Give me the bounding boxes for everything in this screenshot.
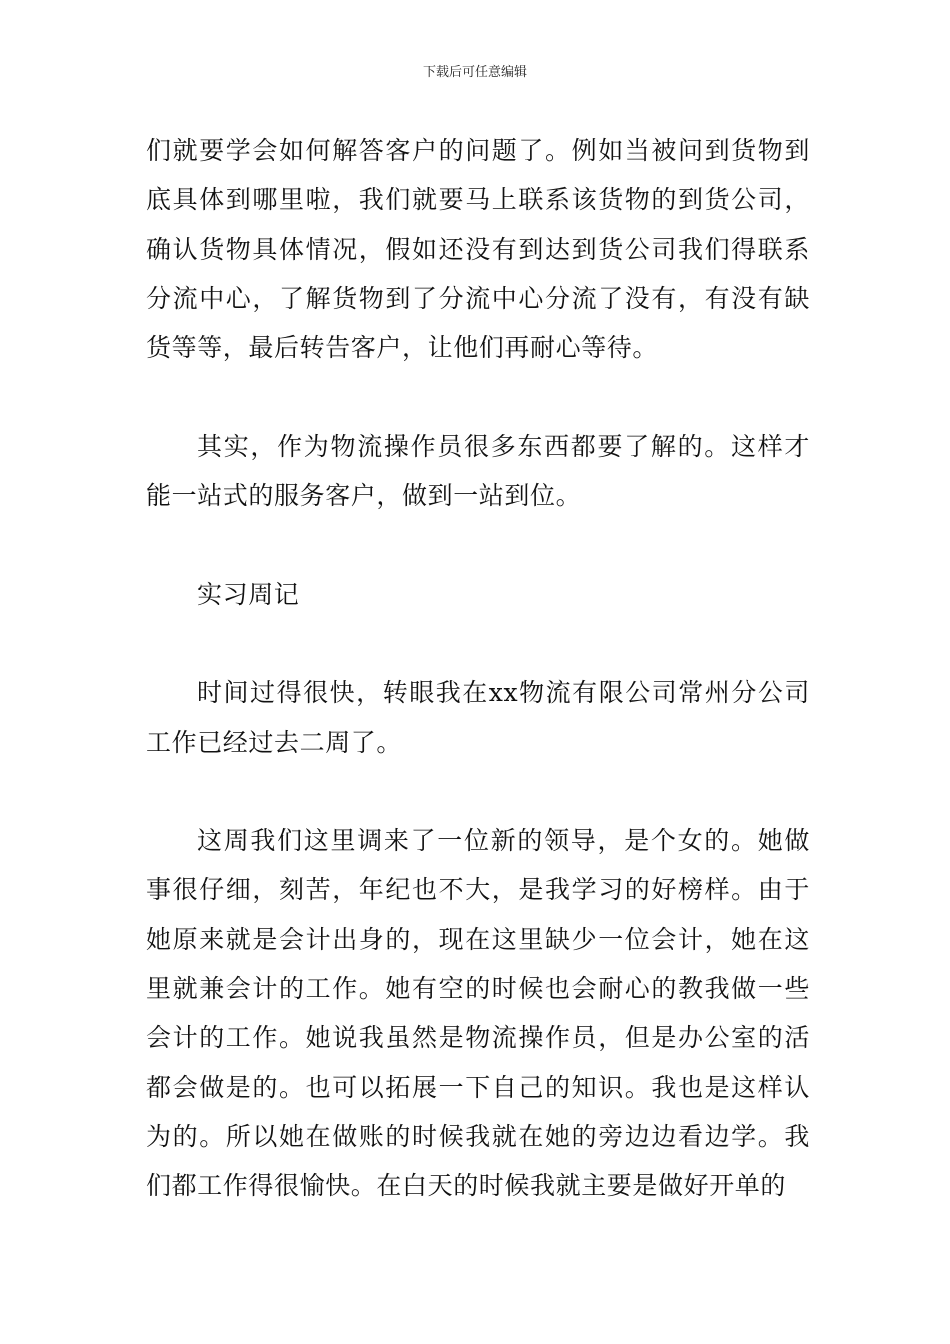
paragraph-1: 们就要学会如何解答客户的问题了。例如当被问到货物到底具体到哪里啦，我们就要马上联系该货物的到货公司，确认货物具体情况，假如还没有到达到货公司我们得联系分流中心，了解货物到了分流中心分流了没有，有没有缺货等等，最后转告客户，让他们再耐心等待。 <box>146 136 810 363</box>
paragraph-2: 其实，作为物流操作员很多东西都要了解的。这样才能一站式的服务客户，做到一站到位。 <box>146 431 810 511</box>
paragraph-gap <box>146 520 810 569</box>
paragraph-3: 时间过得很快，转眼我在xx物流有限公司常州分公司工作已经过去二周了。 <box>146 678 810 757</box>
paragraph-4: 这周我们这里调来了一位新的领导，是个女的。她做事很仔细，刻苦，年纪也不大，是我学习的好榜样。由于她原来就是会计出身的，现在这里缺少一位会计，她在这里就兼会计的工作。她有空的时候也会耐心的教我做一些会计的工作。她说我虽然是物流操作员，但是办公室的活都会做是的。也可以拓展一下自己的知识。我也是这样认为的。所以她在做账的时候我就在她的旁边边看边学。我们都工作得很愉快。在白天的时候我就主要是做好开单的 <box>146 826 810 1201</box>
page-header: 下载后可任意编辑 <box>422 65 527 80</box>
section-heading: 实习周记 <box>197 579 300 609</box>
paragraph-gap <box>146 619 810 668</box>
document-body <box>146 126 810 1211</box>
paragraph-gap <box>146 767 810 816</box>
paragraph-gap <box>146 372 810 421</box>
